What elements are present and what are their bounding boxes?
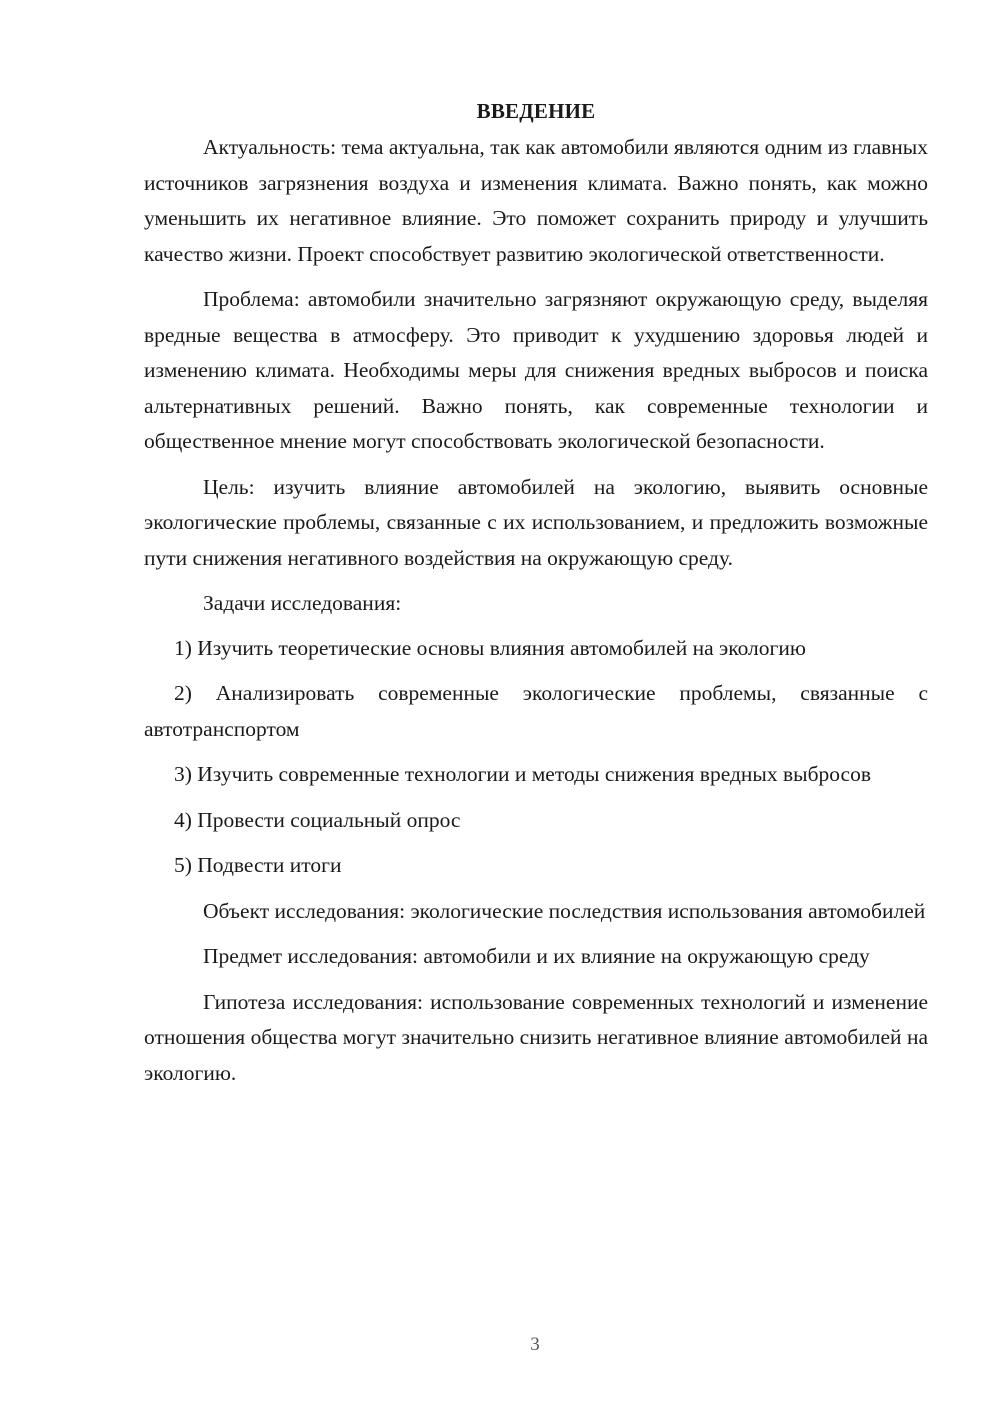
document-title: ВВЕДЕНИЕ [476,99,596,123]
hypothesis-paragraph: Гипотеза исследования: использование современных технологий и изменение отношения общества могут значительно снизить негативное влияние автомобилей на экологию. [144,989,928,1085]
document-page [144,96,928,1101]
task-item-4: 4) Провести социальный опрос [174,807,461,832]
task-item-1: 1) Изучить теоретические основы влияния автомобилей на экологию [174,635,806,660]
task-item-5: 5) Подвести итоги [174,853,342,877]
object-paragraph: Объект исследования: экологические последствия использования автомобилей [203,898,926,923]
page-number: 3 [530,1334,540,1355]
tasks-heading: Задачи исследования: [203,591,402,615]
problem-paragraph: Проблема: автомобили значительно загрязняют окружающую среду, выделяя вредные вещества в атмосферу. Это приводит к ухудшению здоровья людей и изменению климата. Необходимы меры для снижения вредных выбросов и поиска альтернативных решений. Важно понять, как современные технологии и общественное мнение могут способствовать экологической безопасности. [144,287,928,453]
subject-paragraph: Предмет исследования: автомобили и их влияние на окружающую среду [203,944,870,968]
goal-paragraph: Цель: изучить влияние автомобилей на экологию, выявить основные экологические проблемы, связанные с их использованием, и предложить возможные пути снижения негативного воздействия на окружающую среду. [144,474,928,570]
task-item-2: 2) Анализировать современные экологические проблемы, связанные с автотранспортом [144,681,928,741]
relevance-paragraph: Актуальность: тема актуальна, так как автомобили являются одним из главных источников загрязнения воздуха и изменения климата. Важно понять, как можно уменьшить их негативное влияние. Это поможет сохранить природу и улучшить качество жизни. Проект способствует развитию экологической ответственности. [144,135,928,266]
task-item-3: 3) Изучить современные технологии и методы снижения вредных выбросов [174,762,871,786]
